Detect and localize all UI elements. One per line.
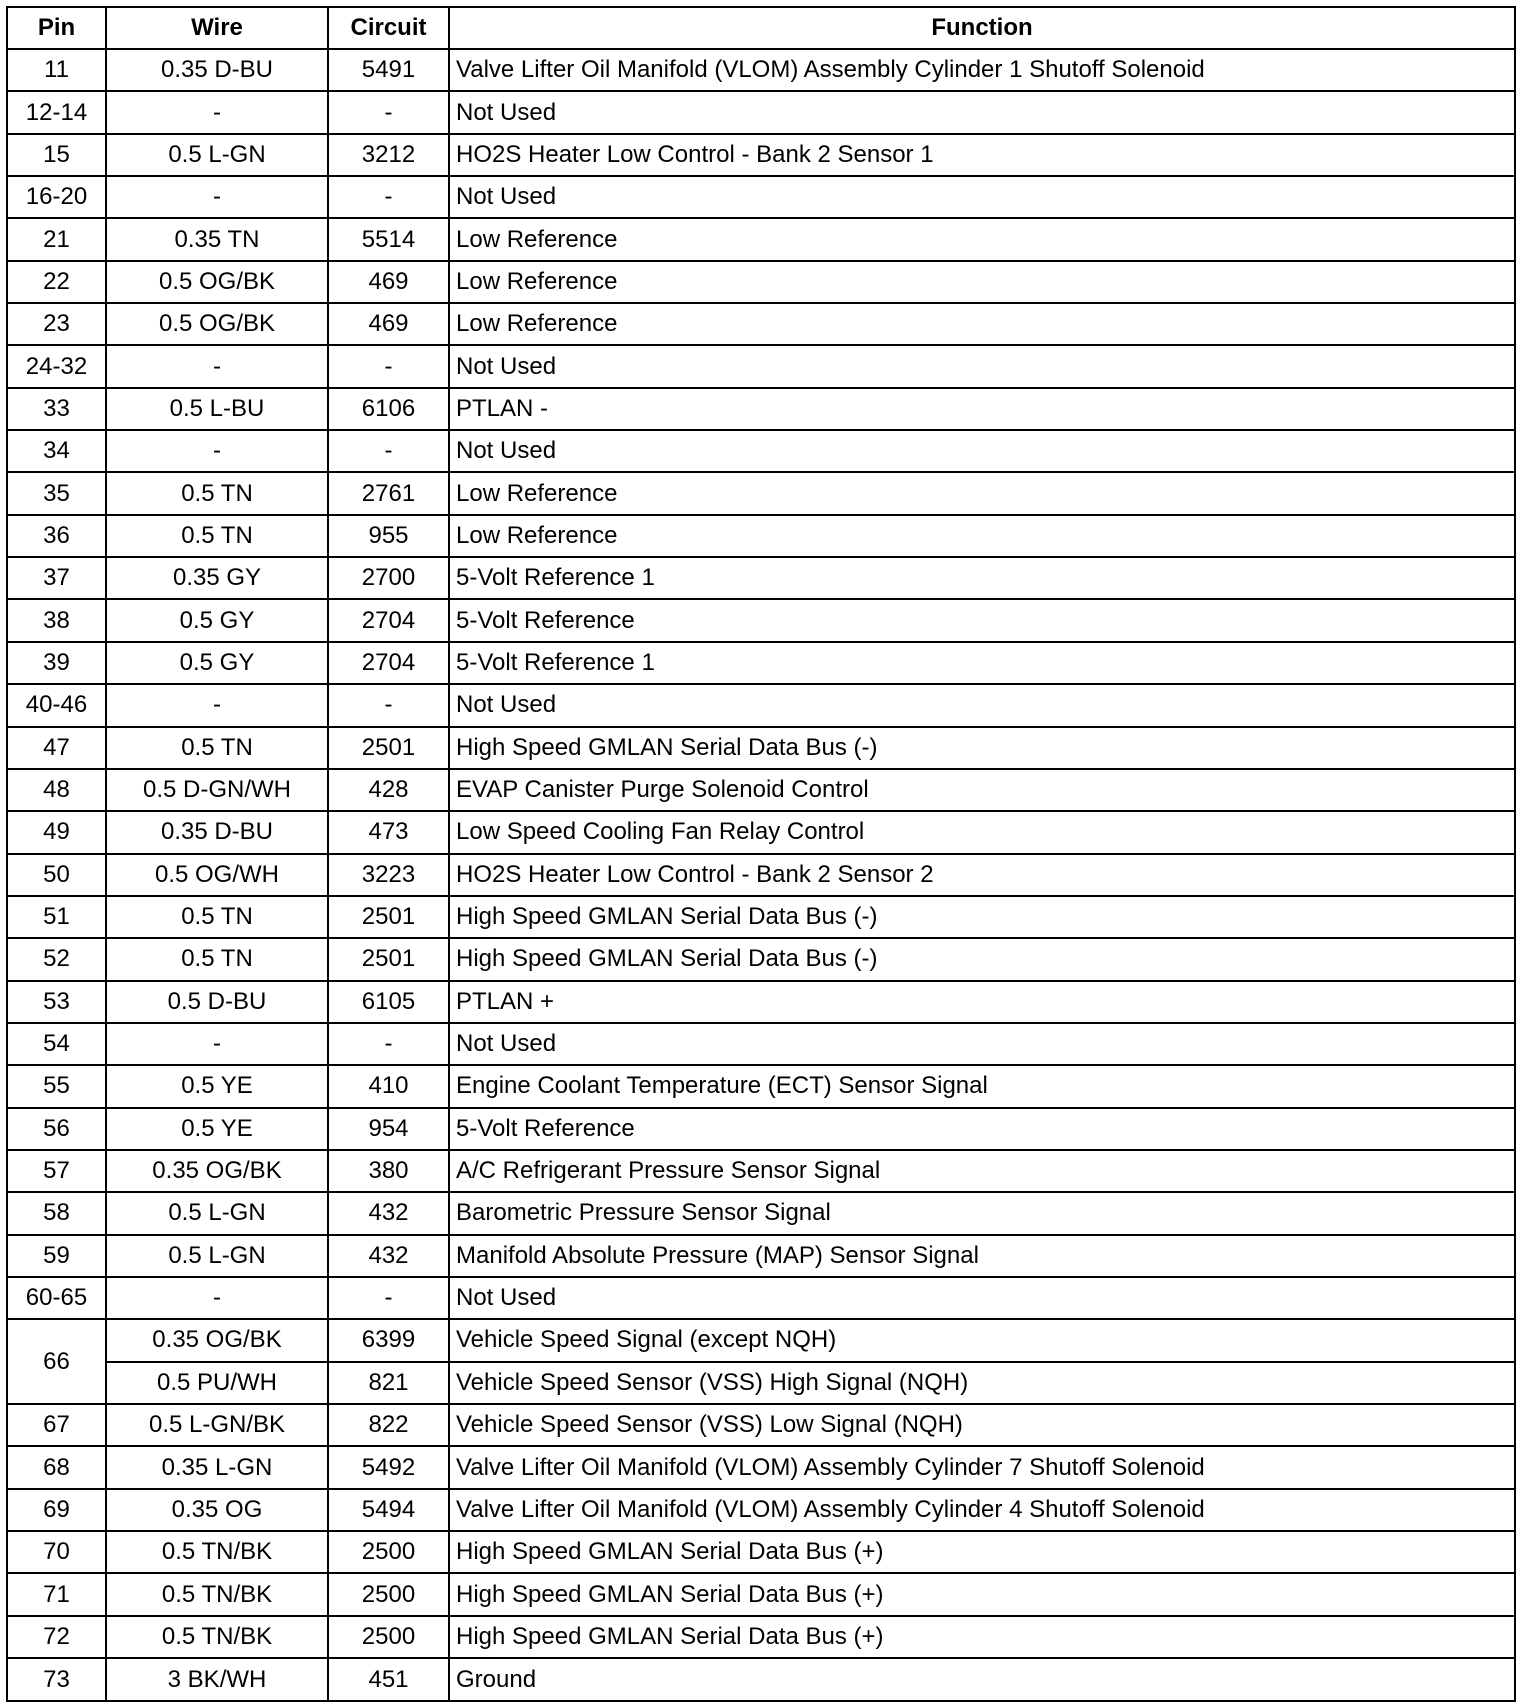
table-row — [7, 1362, 1515, 1404]
table-row — [7, 727, 1515, 769]
function-cell: Vehicle Speed Sensor (VSS) High Signal (NQH) — [449, 1362, 1515, 1404]
function-cell: Barometric Pressure Sensor Signal — [449, 1192, 1515, 1234]
wire-cell: 0.5 L-GN — [106, 1192, 328, 1234]
header-wire: Wire — [106, 7, 328, 49]
pin-cell: 69 — [7, 1489, 106, 1531]
circuit-cell: 6399 — [328, 1319, 449, 1361]
table-row — [7, 1065, 1515, 1107]
circuit-cell: 380 — [328, 1150, 449, 1192]
function-cell: Not Used — [449, 684, 1515, 726]
circuit-cell: 469 — [328, 303, 449, 345]
pin-cell: 11 — [7, 49, 106, 91]
function-cell: Low Reference — [449, 515, 1515, 557]
pin-cell: 35 — [7, 472, 106, 514]
pin-cell: 47 — [7, 727, 106, 769]
wire-cell: 0.5 L-GN — [106, 1235, 328, 1277]
wire-cell: 0.5 L-GN — [106, 134, 328, 176]
circuit-cell: 469 — [328, 261, 449, 303]
table-row — [7, 1319, 1515, 1361]
wire-cell: 0.5 OG/WH — [106, 854, 328, 896]
wire-cell: 0.5 YE — [106, 1108, 328, 1150]
function-cell: A/C Refrigerant Pressure Sensor Signal — [449, 1150, 1515, 1192]
pin-cell: 53 — [7, 981, 106, 1023]
table-row — [7, 642, 1515, 684]
wire-cell: 3 BK/WH — [106, 1658, 328, 1701]
circuit-cell: 5494 — [328, 1489, 449, 1531]
circuit-cell: 2501 — [328, 896, 449, 938]
table-row — [7, 938, 1515, 980]
table-row — [7, 769, 1515, 811]
function-cell: Vehicle Speed Signal (except NQH) — [449, 1319, 1515, 1361]
function-cell: 5-Volt Reference — [449, 1108, 1515, 1150]
table-row — [7, 430, 1515, 472]
circuit-cell: 5514 — [328, 218, 449, 260]
pin-cell: 33 — [7, 388, 106, 430]
function-cell: Low Speed Cooling Fan Relay Control — [449, 811, 1515, 853]
wire-cell: 0.5 D-GN/WH — [106, 769, 328, 811]
table-row — [7, 176, 1515, 218]
function-cell: Low Reference — [449, 303, 1515, 345]
function-cell: High Speed GMLAN Serial Data Bus (-) — [449, 896, 1515, 938]
function-cell: Valve Lifter Oil Manifold (VLOM) Assembly Cylinder 1 Shutoff Solenoid — [449, 49, 1515, 91]
pin-cell: 24-32 — [7, 345, 106, 387]
function-cell: Not Used — [449, 176, 1515, 218]
wire-cell: - — [106, 430, 328, 472]
wire-cell: - — [106, 1023, 328, 1065]
function-cell: PTLAN - — [449, 388, 1515, 430]
table-row — [7, 388, 1515, 430]
table-row — [7, 1531, 1515, 1573]
pin-cell: 12-14 — [7, 91, 106, 133]
circuit-cell: 822 — [328, 1404, 449, 1446]
header-function: Function — [449, 7, 1515, 49]
circuit-cell: 451 — [328, 1658, 449, 1701]
circuit-cell: 473 — [328, 811, 449, 853]
pin-cell: 15 — [7, 134, 106, 176]
circuit-cell: 6105 — [328, 981, 449, 1023]
function-cell: HO2S Heater Low Control - Bank 2 Sensor 1 — [449, 134, 1515, 176]
wire-cell: - — [106, 91, 328, 133]
circuit-cell: 432 — [328, 1192, 449, 1234]
table-row — [7, 599, 1515, 641]
function-cell: 5-Volt Reference 1 — [449, 642, 1515, 684]
circuit-cell: 2500 — [328, 1531, 449, 1573]
function-cell: Low Reference — [449, 218, 1515, 260]
table-row — [7, 261, 1515, 303]
circuit-cell: - — [328, 176, 449, 218]
circuit-cell: 2700 — [328, 557, 449, 599]
circuit-cell: 5492 — [328, 1446, 449, 1488]
pin-cell: 73 — [7, 1658, 106, 1701]
table-row — [7, 896, 1515, 938]
function-cell: 5-Volt Reference — [449, 599, 1515, 641]
circuit-cell: 6106 — [328, 388, 449, 430]
circuit-cell: 821 — [328, 1362, 449, 1404]
table-row — [7, 1404, 1515, 1446]
wire-cell: 0.5 GY — [106, 642, 328, 684]
table-row — [7, 557, 1515, 599]
pin-cell: 57 — [7, 1150, 106, 1192]
pin-cell: 67 — [7, 1404, 106, 1446]
table-row — [7, 854, 1515, 896]
wire-cell: 0.5 PU/WH — [106, 1362, 328, 1404]
circuit-cell: 2500 — [328, 1616, 449, 1658]
header-pin: Pin — [7, 7, 106, 49]
wire-cell: 0.5 GY — [106, 599, 328, 641]
table-body — [7, 49, 1515, 1701]
table-row — [7, 49, 1515, 91]
wire-cell: 0.35 L-GN — [106, 1446, 328, 1488]
table-header-row — [7, 7, 1515, 49]
circuit-cell: 954 — [328, 1108, 449, 1150]
pin-cell: 36 — [7, 515, 106, 557]
pin-cell: 59 — [7, 1235, 106, 1277]
table-row — [7, 472, 1515, 514]
function-cell: High Speed GMLAN Serial Data Bus (-) — [449, 727, 1515, 769]
function-cell: Engine Coolant Temperature (ECT) Sensor Signal — [449, 1065, 1515, 1107]
function-cell: Vehicle Speed Sensor (VSS) Low Signal (NQH) — [449, 1404, 1515, 1446]
circuit-cell: 432 — [328, 1235, 449, 1277]
wire-cell: 0.35 TN — [106, 218, 328, 260]
table-row — [7, 1023, 1515, 1065]
pin-cell: 40-46 — [7, 684, 106, 726]
table-row — [7, 1150, 1515, 1192]
circuit-cell: - — [328, 1023, 449, 1065]
pin-cell: 21 — [7, 218, 106, 260]
table-row — [7, 91, 1515, 133]
pin-cell: 48 — [7, 769, 106, 811]
table-row — [7, 345, 1515, 387]
circuit-cell: 2761 — [328, 472, 449, 514]
function-cell: Manifold Absolute Pressure (MAP) Sensor Signal — [449, 1235, 1515, 1277]
circuit-cell: 428 — [328, 769, 449, 811]
pin-cell: 54 — [7, 1023, 106, 1065]
circuit-cell: 2704 — [328, 642, 449, 684]
table-row — [7, 811, 1515, 853]
table-row — [7, 1108, 1515, 1150]
function-cell: Not Used — [449, 345, 1515, 387]
wire-cell: 0.5 TN — [106, 515, 328, 557]
circuit-cell: 5491 — [328, 49, 449, 91]
function-cell: Low Reference — [449, 472, 1515, 514]
table-row — [7, 1277, 1515, 1319]
pin-cell: 23 — [7, 303, 106, 345]
function-cell: Ground — [449, 1658, 1515, 1701]
table-row — [7, 1658, 1515, 1701]
pin-cell: 55 — [7, 1065, 106, 1107]
table-row — [7, 1616, 1515, 1658]
circuit-cell: 3223 — [328, 854, 449, 896]
circuit-cell: 2500 — [328, 1573, 449, 1615]
pin-cell: 70 — [7, 1531, 106, 1573]
table-row — [7, 1573, 1515, 1615]
pin-cell: 66 — [7, 1319, 106, 1404]
table-row — [7, 134, 1515, 176]
pin-cell: 34 — [7, 430, 106, 472]
pin-cell: 50 — [7, 854, 106, 896]
wire-cell: 0.5 TN/BK — [106, 1531, 328, 1573]
function-cell: PTLAN + — [449, 981, 1515, 1023]
function-cell: Not Used — [449, 1277, 1515, 1319]
table-row — [7, 684, 1515, 726]
wire-cell: 0.5 TN — [106, 727, 328, 769]
table-row — [7, 515, 1515, 557]
function-cell: Valve Lifter Oil Manifold (VLOM) Assembly Cylinder 4 Shutoff Solenoid — [449, 1489, 1515, 1531]
circuit-cell: 955 — [328, 515, 449, 557]
wire-cell: - — [106, 1277, 328, 1319]
wire-cell: 0.35 OG/BK — [106, 1319, 328, 1361]
circuit-cell: - — [328, 1277, 449, 1319]
wire-cell: 0.5 OG/BK — [106, 303, 328, 345]
header-circuit: Circuit — [328, 7, 449, 49]
wire-cell: 0.35 OG — [106, 1489, 328, 1531]
pin-cell: 22 — [7, 261, 106, 303]
pin-cell: 68 — [7, 1446, 106, 1488]
wire-cell: 0.5 OG/BK — [106, 261, 328, 303]
circuit-cell: 2501 — [328, 938, 449, 980]
table-row — [7, 218, 1515, 260]
wire-cell: 0.5 TN/BK — [106, 1573, 328, 1615]
pin-cell: 56 — [7, 1108, 106, 1150]
function-cell: High Speed GMLAN Serial Data Bus (+) — [449, 1531, 1515, 1573]
table-row — [7, 303, 1515, 345]
circuit-cell: - — [328, 684, 449, 726]
circuit-cell: 3212 — [328, 134, 449, 176]
pin-cell: 58 — [7, 1192, 106, 1234]
pin-cell: 60-65 — [7, 1277, 106, 1319]
pin-cell: 39 — [7, 642, 106, 684]
function-cell: EVAP Canister Purge Solenoid Control — [449, 769, 1515, 811]
pin-cell: 49 — [7, 811, 106, 853]
pin-cell: 52 — [7, 938, 106, 980]
circuit-cell: - — [328, 345, 449, 387]
wire-cell: 0.5 D-BU — [106, 981, 328, 1023]
circuit-cell: - — [328, 91, 449, 133]
wire-cell: 0.5 TN — [106, 472, 328, 514]
pin-cell: 72 — [7, 1616, 106, 1658]
function-cell: High Speed GMLAN Serial Data Bus (+) — [449, 1573, 1515, 1615]
wire-cell: 0.35 D-BU — [106, 49, 328, 91]
wire-cell: 0.35 OG/BK — [106, 1150, 328, 1192]
function-cell: High Speed GMLAN Serial Data Bus (+) — [449, 1616, 1515, 1658]
wire-cell: 0.5 L-GN/BK — [106, 1404, 328, 1446]
table-row — [7, 981, 1515, 1023]
wire-cell: 0.5 YE — [106, 1065, 328, 1107]
wire-cell: 0.5 TN — [106, 896, 328, 938]
wire-cell: 0.35 D-BU — [106, 811, 328, 853]
function-cell: Low Reference — [449, 261, 1515, 303]
pin-cell: 37 — [7, 557, 106, 599]
function-cell: 5-Volt Reference 1 — [449, 557, 1515, 599]
wire-cell: - — [106, 684, 328, 726]
pin-table — [6, 6, 1516, 1702]
pin-cell: 71 — [7, 1573, 106, 1615]
circuit-cell: 2501 — [328, 727, 449, 769]
function-cell: High Speed GMLAN Serial Data Bus (-) — [449, 938, 1515, 980]
table-row — [7, 1192, 1515, 1234]
circuit-cell: - — [328, 430, 449, 472]
circuit-cell: 410 — [328, 1065, 449, 1107]
function-cell: HO2S Heater Low Control - Bank 2 Sensor 2 — [449, 854, 1515, 896]
wire-cell: 0.5 TN — [106, 938, 328, 980]
circuit-cell: 2704 — [328, 599, 449, 641]
pin-cell: 16-20 — [7, 176, 106, 218]
table-row — [7, 1235, 1515, 1277]
wire-cell: 0.5 TN/BK — [106, 1616, 328, 1658]
table-row — [7, 1489, 1515, 1531]
function-cell: Not Used — [449, 1023, 1515, 1065]
pin-cell: 51 — [7, 896, 106, 938]
pin-cell: 38 — [7, 599, 106, 641]
function-cell: Not Used — [449, 430, 1515, 472]
function-cell: Not Used — [449, 91, 1515, 133]
wire-cell: - — [106, 176, 328, 218]
wire-cell: - — [106, 345, 328, 387]
function-cell: Valve Lifter Oil Manifold (VLOM) Assembly Cylinder 7 Shutoff Solenoid — [449, 1446, 1515, 1488]
wire-cell: 0.5 L-BU — [106, 388, 328, 430]
table-row — [7, 1446, 1515, 1488]
wire-cell: 0.35 GY — [106, 557, 328, 599]
